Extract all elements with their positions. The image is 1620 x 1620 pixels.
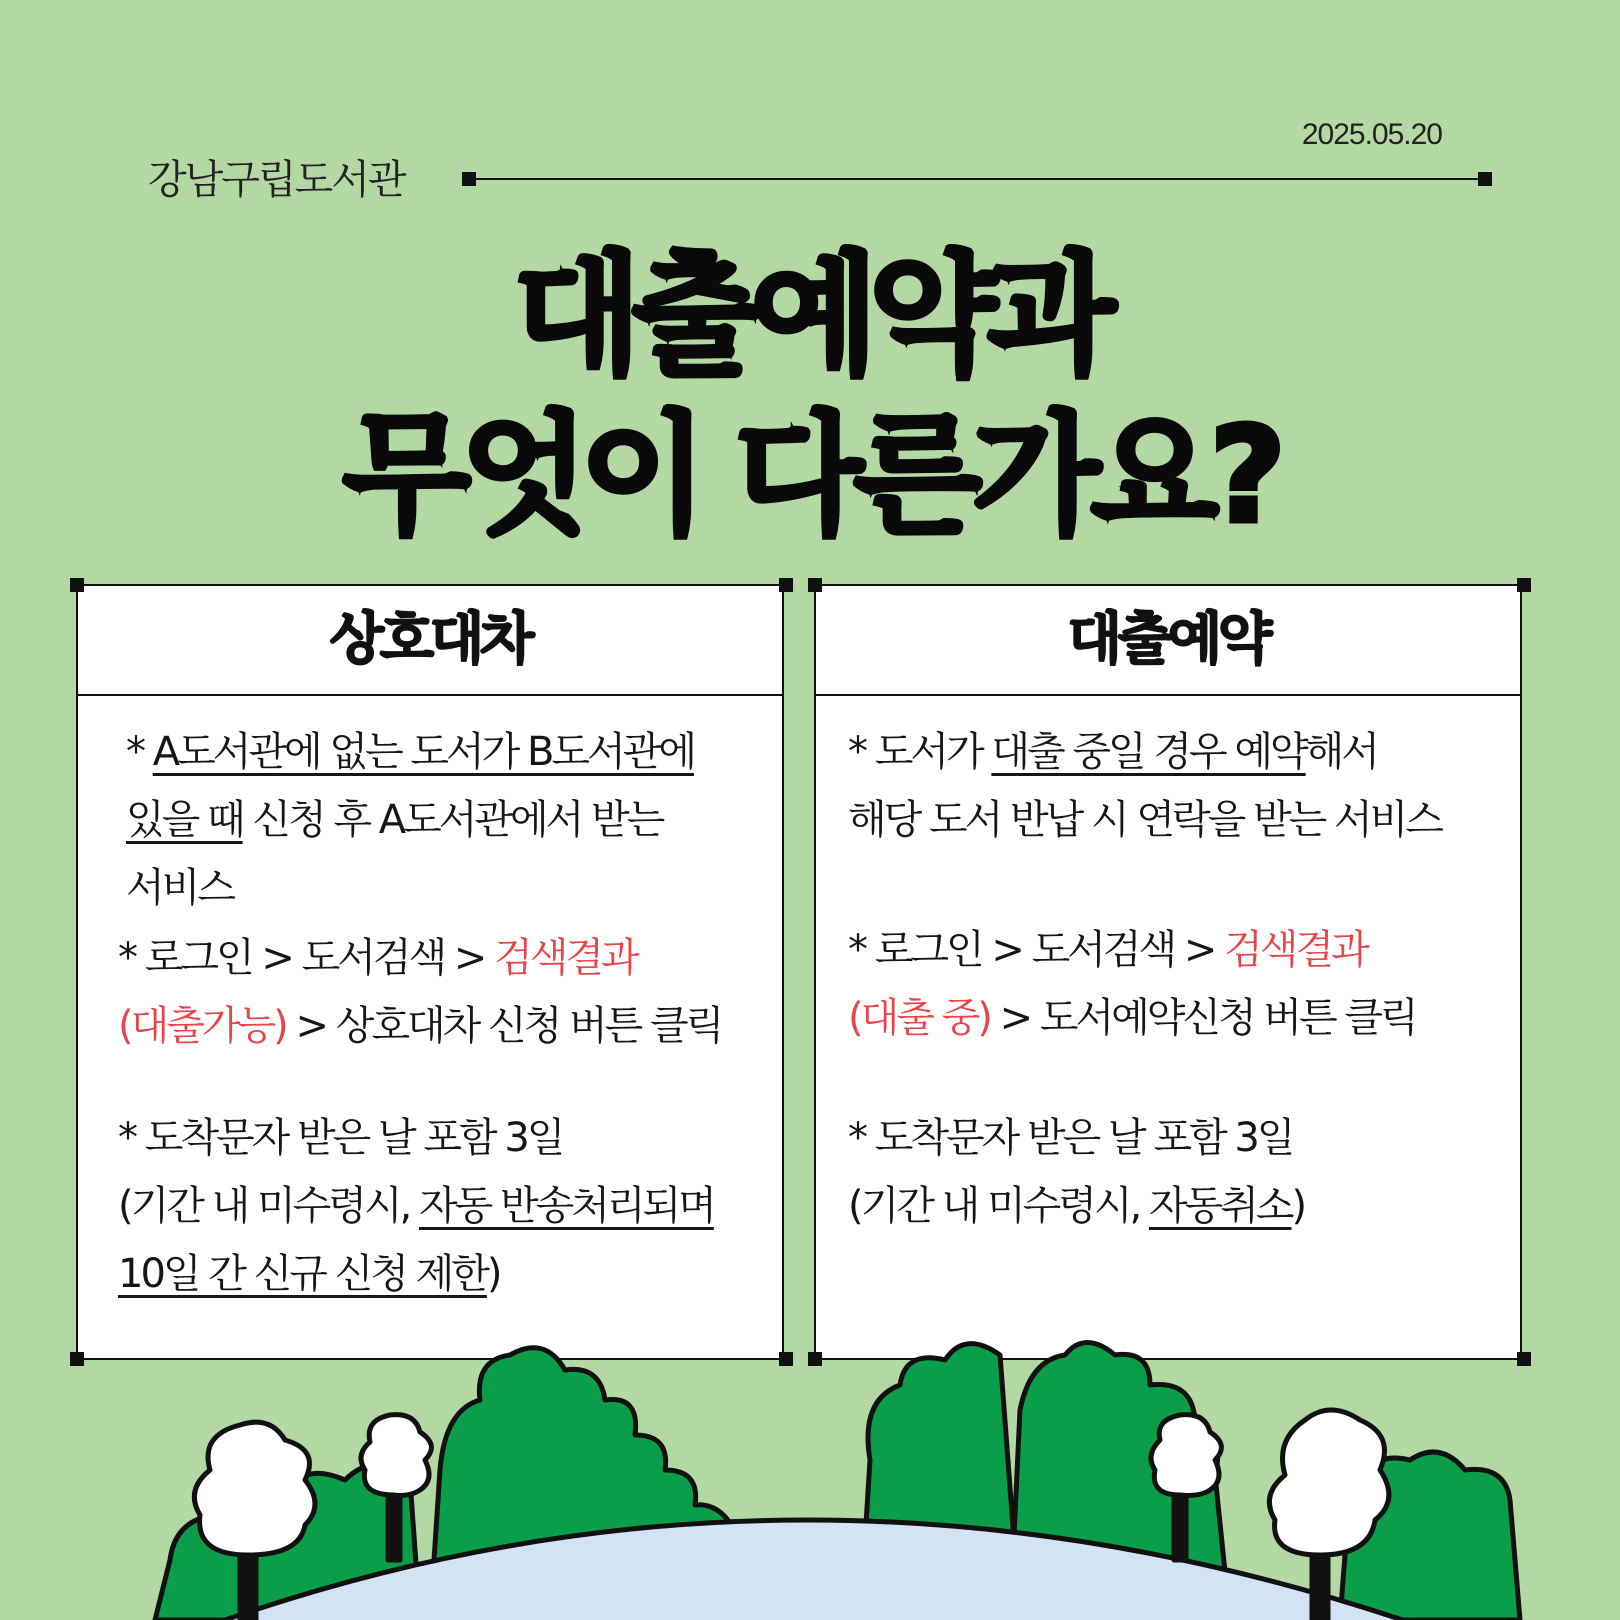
bullet-text: 신청 후 A도서관에서 받는: [242, 797, 663, 843]
post-date: 2025.05.20: [1301, 118, 1442, 151]
bullet-text: * 로그인 > 도서검색 >: [118, 935, 495, 981]
highlight-text: 검색결과: [494, 935, 637, 981]
bullet-text: ): [1291, 1183, 1305, 1229]
bullet-text: * 도서가: [848, 729, 992, 775]
corner-marker: [808, 578, 822, 592]
bullet-service-description: [126, 718, 694, 922]
bullet-text: 해서: [1305, 729, 1377, 775]
bullet-pickup-period: [848, 1104, 1304, 1240]
bullet-text: > 상호대차 신청 버튼 클릭: [285, 1003, 722, 1049]
panel-interlibrary-loan: [76, 584, 784, 1360]
panel-loan-reservation: [814, 584, 1522, 1360]
bullet-text: * 도착문자 받은 날 포함 3일: [848, 1115, 1293, 1161]
white-tree-icon: [1269, 1410, 1389, 1555]
underlined-text: 10일 간 신규 신청 제한: [118, 1251, 487, 1297]
header-rule: [466, 178, 1484, 180]
title-line-1: 대출예약과: [513, 239, 1107, 393]
highlight-text: (대출 중): [848, 995, 990, 1041]
white-tree-icon: [361, 1415, 431, 1496]
panel-heading: 대출예약: [816, 586, 1520, 696]
page-title: [0, 236, 1620, 556]
corner-marker: [779, 578, 793, 592]
bullet-text: * 도착문자 받은 날 포함 3일: [118, 1115, 563, 1161]
underlined-text: A도서관에 없는 도서가 B도서관에: [152, 729, 694, 775]
bullet-pickup-period: [118, 1104, 714, 1308]
white-tree-icon: [1151, 1415, 1221, 1496]
bullet-service-description: [848, 718, 1441, 854]
bullet-text: * 로그인 > 도서검색 >: [848, 927, 1225, 973]
corner-marker: [70, 578, 84, 592]
highlight-text: 검색결과: [1224, 927, 1367, 973]
bullet-text: > 도서예약신청 버튼 클릭: [989, 995, 1416, 1041]
bullet-text: (기간 내 미수령시,: [848, 1183, 1149, 1229]
bullet-text: (기간 내 미수령시,: [118, 1183, 419, 1229]
white-tree-icon: [194, 1422, 315, 1555]
rule-cap-right: [1478, 172, 1492, 186]
title-line-2: 무엇이 다른가요?: [342, 399, 1278, 553]
underlined-text: 자동취소: [1148, 1183, 1292, 1229]
underlined-text: 자동 반송처리되며: [418, 1183, 714, 1229]
organization-name: 강남구립도서관: [148, 157, 405, 203]
bullet-star: *: [126, 729, 153, 775]
corner-marker: [1517, 578, 1531, 592]
underlined-text: 있을 때: [126, 797, 243, 843]
bullet-text: 서비스: [126, 865, 233, 911]
underlined-text: 대출 중일 경우 예약: [991, 729, 1306, 775]
bullet-text: 해당 도서 반납 시 연락을 받는 서비스: [848, 797, 1441, 843]
forest-lake-illustration: [0, 1340, 1620, 1620]
bullet-how-to-apply: [118, 924, 721, 1060]
bullet-text: ): [486, 1251, 500, 1297]
bullet-how-to-apply: [848, 916, 1416, 1052]
panel-heading: 상호대차: [78, 586, 782, 696]
highlight-text: (대출가능): [118, 1003, 286, 1049]
